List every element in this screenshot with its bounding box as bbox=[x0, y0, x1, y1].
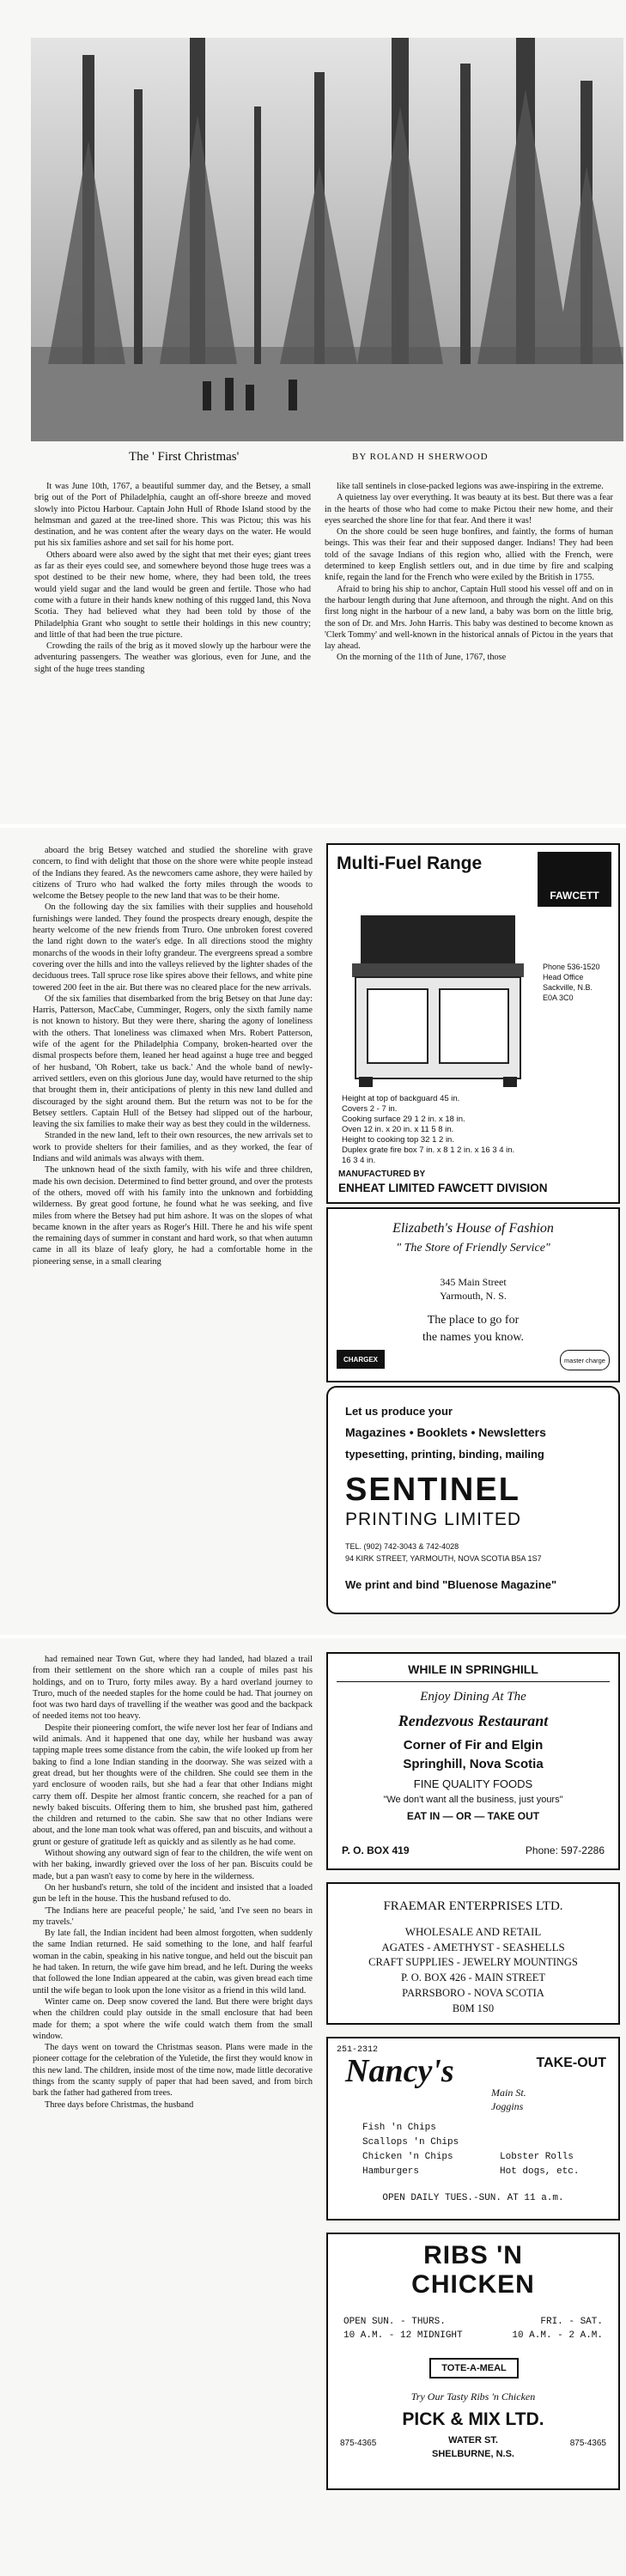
sentinel-printing-ad bbox=[326, 1386, 620, 1614]
spec-line: Cooking surface 29 1 2 in. x 18 in. bbox=[342, 1115, 465, 1124]
ad-phone: 875-4365 bbox=[340, 2439, 377, 2448]
sentinel-tagline: We print and bind "Bluenose Magazine" bbox=[345, 1578, 557, 1591]
ad-takeout: TAKE-OUT bbox=[536, 2056, 606, 2070]
stove-illustration bbox=[343, 915, 527, 1087]
ad-street: WATER ST. bbox=[448, 2435, 498, 2445]
paragraph: Others aboard were also awed by the sight that met their eyes; giant trees as far as their eyes could see, and somewhere beyond those huge trees was a spot destined to be their new home, where, they had been told, the trees would yield sugar and the land would be green and fertile. Those who had come with a future in their hands knew nothing of this rugged land, this Nova Scotia. They had believed what they had been told by those of the Philadelphia Grant who sought to settle their holdings in this new country; and little of that had been the true picture. bbox=[34, 550, 311, 640]
nancys-name: Nancy's bbox=[345, 2053, 454, 2089]
paragraph: Stranded in the new land, left to their own resources, the new arrivals set to work to provide shelters for their families, and as they worked, the fear of Indians and wild animals was always with them. bbox=[33, 1131, 313, 1164]
ad-phone: 875-4365 bbox=[569, 2439, 606, 2448]
paragraph: Three days before Christmas, the husband bbox=[45, 2099, 194, 2110]
article-title: The ' First Christmas' bbox=[129, 450, 240, 464]
ad-line: Try Our Tasty Ribs 'n Chicken bbox=[410, 2391, 536, 2403]
fawcett-phone: Phone 536-1520 bbox=[543, 963, 600, 971]
article-page-1 bbox=[0, 0, 626, 824]
spec-line: Oven 12 in. x 20 in. x 11 5 8 in. bbox=[342, 1125, 454, 1134]
ribs-title: CHICKEN bbox=[411, 2270, 535, 2299]
paragraph: It was June 10th, 1767, a beautiful summer day, and the Betsey, a small brig out of the Port of Philadelphia, caught an off-shore breeze and moved slowly into Pictou Harbour. Captain John Hull of Rhode Island stood by the helmsman and gazed at the tree-lined shore. This was Pictou; this was his destination, and he was content after the weary days on the water. He would put his six families ashore and set sail for his home port. bbox=[34, 482, 311, 549]
ad-town: Yarmouth, N. S. bbox=[440, 1290, 507, 1302]
paragraph: Without showing any outward sign of fear to the children, the wife went on with her baking, inwardly grieved over the loss of her pan. Biscuits could be made, but a pan wasn't easy to come by here in the wilderness. bbox=[33, 1849, 313, 1881]
ad-line: FINE QUALITY FOODS bbox=[413, 1777, 533, 1790]
mastercharge-logo: master charge bbox=[560, 1350, 610, 1370]
ad-phone: Phone: 597-2286 bbox=[525, 1844, 605, 1856]
sentinel-tel: TEL. (902) 742-3043 & 742-4028 bbox=[345, 1542, 459, 1551]
paragraph: On the shore could be seen huge bonfires, and faintly, the forms of human beings. This was their fear and their supposed danger. Indians! They had been told of the savage Indians of this region who, allied with the French, were determined to keep English settlers out, and in due time by fire and scalping knife, regain the land for the French who were exiled by the British in 1755. bbox=[325, 527, 613, 583]
ad-line: B0M 1S0 bbox=[452, 2002, 495, 2014]
ad-line: EAT IN — OR — TAKE OUT bbox=[406, 1810, 540, 1822]
paragraph: aboard the brig Betsey watched and studied the shoreline with grave concern, to find with delight that those on the shore were white people instead of the Indians they feared. As the newcomers came ashore, they were hailed by citizens of Truro who had walked the forty miles through the woods to welcome the Betsey people to the new land that was to be their home. bbox=[33, 846, 313, 902]
ad-box: P. O. BOX 419 bbox=[342, 1844, 410, 1856]
ad-title: FRAEMAR ENTERPRISES LTD. bbox=[383, 1899, 563, 1913]
nancys-menu-right bbox=[500, 2150, 579, 2179]
menu-item: Fish 'n Chips bbox=[362, 2123, 436, 2133]
article-column-p2-left bbox=[33, 845, 313, 1628]
spec-line: Duplex grate fire box 7 in. x 8 1 2 in. x 16 3 4 in. bbox=[342, 1145, 515, 1155]
fawcett-division: ENHEAT LIMITED FAWCETT DIVISION bbox=[338, 1182, 548, 1194]
ad-title: Multi-Fuel Range bbox=[337, 854, 483, 873]
article-page-3 bbox=[0, 1638, 626, 2576]
fawcett-postal: E0A 3C0 bbox=[543, 993, 574, 1002]
paragraph: like tall sentinels in close-packed legions was awe-inspiring in the extreme. bbox=[337, 482, 604, 491]
ad-quote: "We don't want all the business, just yours" bbox=[383, 1795, 563, 1805]
pick-mix-name: PICK & MIX LTD. bbox=[402, 2409, 544, 2429]
tote-a-meal-badge: TOTE-A-MEAL bbox=[429, 2358, 519, 2379]
paragraph: Afraid to bring his ship to anchor, Captain Hull stood his vessel off and on in the harbour length during that June afternoon, and through the night. And on this first long night in the harbour of a new land, a baby was born on the little brig, the son of Dr. and Mrs. John Harris. This baby was destined to become known as 'Clerk Tommy' and well-known in the historical annals of Pictou in the years that lay ahead. bbox=[325, 584, 613, 652]
ad-hours: OPEN SUN. - THURS. bbox=[343, 2317, 446, 2327]
spec-line: Covers 2 - 7 in. bbox=[342, 1104, 398, 1114]
ad-hours: OPEN DAILY TUES.-SUN. AT 11 a.m. bbox=[382, 2193, 564, 2203]
menu-item: Lobster Rolls bbox=[500, 2152, 574, 2162]
ad-line: WHOLESALE AND RETAIL bbox=[404, 1925, 542, 1938]
article-title-line bbox=[129, 450, 610, 465]
ad-hours: FRI. - SAT. bbox=[540, 2317, 603, 2327]
forest-illustration bbox=[31, 38, 623, 441]
ad-town: SHELBURNE, N.S. bbox=[432, 2449, 514, 2459]
ad-town: Joggins bbox=[491, 2100, 524, 2112]
ribs-title: RIBS 'N bbox=[423, 2241, 523, 2269]
ad-line: P. O. BOX 426 - MAIN STREET bbox=[400, 1971, 546, 1984]
ad-hours: 10 A.M. - 12 MIDNIGHT bbox=[343, 2330, 463, 2341]
ad-line: Springhill, Nova Scotia bbox=[403, 1757, 544, 1771]
ad-line: CRAFT SUPPLIES - JEWELRY MOUNTINGS bbox=[368, 1956, 578, 1968]
ad-phone: 251-2312 bbox=[337, 2045, 379, 2055]
paragraph: By late fall, the Indian incident had been almost forgotten, when suddenly the same Indian returned. He said something to the lone, and half fearful woman in the cabin, speaking in his native tongue, and held out the biscuit pan he had taken. In return, the wife gave him bread, and he left. During the weeks that followed the lone Indian appeared at the cabin, was given bread each time until the wife began to look upon the lone visitor as a friend in this wild land. bbox=[33, 1929, 313, 1996]
paragraph: On her husband's return, she told of the incident and insisted that a loaded gun be left in the house. This the husband refused to do. bbox=[33, 1882, 313, 1905]
article-column-p1-left bbox=[34, 481, 311, 817]
spec-line: Height to cooking top 32 1 2 in. bbox=[342, 1135, 454, 1145]
article-column-p1-right bbox=[325, 481, 613, 817]
ad-tagline: " The Store of Friendly Service" bbox=[396, 1242, 550, 1255]
sentinel-sub: PRINTING LIMITED bbox=[345, 1510, 522, 1529]
ad-line: Magazines • Booklets • Newsletters bbox=[345, 1425, 546, 1439]
fawcett-town: Sackville, N.B. bbox=[543, 983, 593, 992]
ad-hours: 10 A.M. - 2 A.M. bbox=[512, 2330, 603, 2341]
ad-line: Let us produce your bbox=[345, 1405, 453, 1418]
paragraph: A quietness lay over everything. It was beauty at its best. But there was a fear in the hearts of those who had come to make Pictou their new home, and their eyes searched the shore line for that fear. And there it was! bbox=[325, 493, 613, 526]
ribs-n-chicken-ad bbox=[326, 2233, 620, 2490]
paragraph: had remained near Town Gut, where they had landed, had blazed a trail from their settlement on the shore which ran a couple of miles past his holdings, and on to Truro, forty miles away. By a hard overland journey to Truro, much of the needed staples for the home could be had. That journey on foot was two hard days of travelling if the weather was good and the backpack of needed items not too heavy. bbox=[33, 1655, 313, 1722]
ad-street: Main St. bbox=[491, 2087, 526, 2099]
ad-line: PARRSBORO - NOVA SCOTIA bbox=[402, 1987, 544, 1999]
fawcett-contact bbox=[543, 962, 615, 1003]
ad-line: typesetting, printing, binding, mailing bbox=[345, 1448, 544, 1461]
nancys-takeout-ad bbox=[326, 2037, 620, 2221]
fawcett-office: Head Office bbox=[543, 973, 584, 981]
article-byline: BY ROLAND H SHERWOOD bbox=[352, 452, 489, 462]
menu-item: Hamburgers bbox=[362, 2166, 420, 2177]
fawcett-mfr: MANUFACTURED BY bbox=[338, 1170, 426, 1179]
nancys-menu-left bbox=[362, 2121, 459, 2179]
spec-line: 16 3 4 in. bbox=[342, 1156, 376, 1165]
sentinel-name: SENTINEL bbox=[345, 1472, 520, 1508]
fraemar-enterprises-ad bbox=[326, 1882, 620, 2025]
fawcett-brand: FAWCETT bbox=[550, 890, 599, 902]
spec-line: Height at top of backguard 45 in. bbox=[342, 1094, 460, 1103]
elizabeths-fashion-ad bbox=[326, 1207, 620, 1382]
paragraph: Of the six families that disembarked from the brig Betsey on that June day: Harris, Patterson, MacCabe, Cumminger, Rogers, only the sixth family name is not known to history. But they were there, sharing the agony of loneliness with the others. That loneliness was climaxed when Mrs. Robert Patterson, wife of the agent for the Philadelphia Company, broken-hearted over the dismal prospects before them, leaned her head against a huge tree and begged of her husband, 'Oh Robert, take us back.' And the whole band of newly-arrived settlers, even on this glorious June day, would have returned to the ship that brought them in, their anticipations of plenty in this new land dulled and discouraged by the sight around them. But the return was not to be for the Betsey settlers. Captain Hull of the Betsey had slipped out of the harbour, leaving the six families to make their way as best they could in the wilderness. bbox=[33, 993, 313, 1130]
ad-slogan: The place to go for bbox=[427, 1314, 520, 1327]
chargex-logo: CHARGEX bbox=[337, 1350, 385, 1369]
ad-slogan: the names you know. bbox=[422, 1331, 525, 1344]
article-page-2 bbox=[0, 828, 626, 1635]
article-column-p3-left bbox=[33, 1654, 313, 2564]
menu-item: Scallops 'n Chips bbox=[362, 2137, 459, 2148]
fawcett-range-ad bbox=[326, 843, 620, 1204]
fawcett-logo bbox=[538, 852, 611, 907]
ad-street: 345 Main Street bbox=[440, 1276, 507, 1288]
ad-title: Elizabeth's House of Fashion bbox=[392, 1221, 554, 1236]
menu-item: Chicken 'n Chips bbox=[362, 2152, 453, 2162]
paragraph: The days went on toward the Christmas season. Plans were made in the pioneer cottage for the celebration of the Yuletide, the first they would know in this new land. The children, inside most of the time now, made little decorative things from the scanty supply of paper that had been saved, and from birch bark the father had gathered from trees. bbox=[33, 2043, 313, 2099]
paragraph: On the following day the six families with their supplies and household furnishings were landed. They found the prospects dreary enough, despite the hearty welcome of the new friends from Truro. One unbroken forest covered the land right down to the water's edge. In all directions stood the mighty monarchs of the woods in their lofty grandeur. The evergreens spread a sombre covering over the hills and into the valleys relieved by the lighter shades of the deciduous trees. Tall spruce rose like spires above their fellows, and white pine towered 200 feet in the air. But there was no cleared place for the new arrivals. bbox=[33, 902, 313, 993]
paragraph: The unknown head of the sixth family, with his wife and three children, made his own decision. Determined to find better ground, and over the protests of the others, moved off with his family into the unknown and forbidding wilderness. By great good fortune, he found what he was seeking, and five miles from where the Betsey had put him ashore. It was on the slopes of what became known in the after years as Roger's Hill. There he and his wife spent the remaining days of summer in constant and hard work, so that when autumn came in all its blaze of leafy glory, he had a comfortable home in the pioneering sense, in a small clearing bbox=[33, 1165, 313, 1267]
paragraph: Crowding the rails of the brig as it moved slowly up the harbour were the adventuring passengers. The weather was glorious, even for June, and the sight of the huge trees standing bbox=[34, 641, 311, 674]
ad-line: Corner of Fir and Elgin bbox=[403, 1738, 544, 1753]
rendezvous-restaurant-ad bbox=[326, 1652, 620, 1870]
paragraph: Winter came on. Deep snow covered the land. But there were bright days when the children could play outside in the small enclosure that had been made for them; a spot where the wife could watch them from the small window. bbox=[33, 1996, 313, 2041]
ad-line: AGATES - AMETHYST - SEASHELLS bbox=[381, 1941, 565, 1953]
ad-top-line: WHILE IN SPRINGHILL bbox=[408, 1662, 538, 1676]
menu-item: Hot dogs, etc. bbox=[500, 2166, 580, 2177]
sentinel-address: 94 KIRK STREET, YARMOUTH, NOVA SCOTIA B5A 1S7 bbox=[345, 1554, 542, 1563]
paragraph: On the morning of the 11th of June, 1767, those bbox=[337, 653, 507, 663]
paragraph: 'The Indians here are peaceful people,' he said, 'and I've seen no bears in my travels.' bbox=[33, 1905, 313, 1927]
restaurant-name: Rendezvous Restaurant bbox=[398, 1712, 549, 1729]
ad-line: Enjoy Dining At The bbox=[420, 1690, 526, 1704]
paragraph: Despite their pioneering comfort, the wife never lost her fear of Indians and wild animals. And it happened that one day, while her husband was away tapping maple trees some distance from the cabin, the wife looked up from her baking to find a lone Indian standing in the doorway. She was seized with a great dread, but her thoughts were of the children. She could see them in the yard enclosure of wooden rails, but she had a fear that other Indians might carry them off. Despite her almost frantic concern, she reached for a pan of newly baked biscuits. Offering them to him, she brushed past him, gathered the children and returned to the cabin. She saw that no other Indians were about, and the lone man took what was offered, pan and biscuits, and without a grunt or gesture of gratitude left as quickly and as silently as he had come. bbox=[33, 1722, 313, 1847]
fawcett-specs bbox=[342, 1094, 514, 1166]
